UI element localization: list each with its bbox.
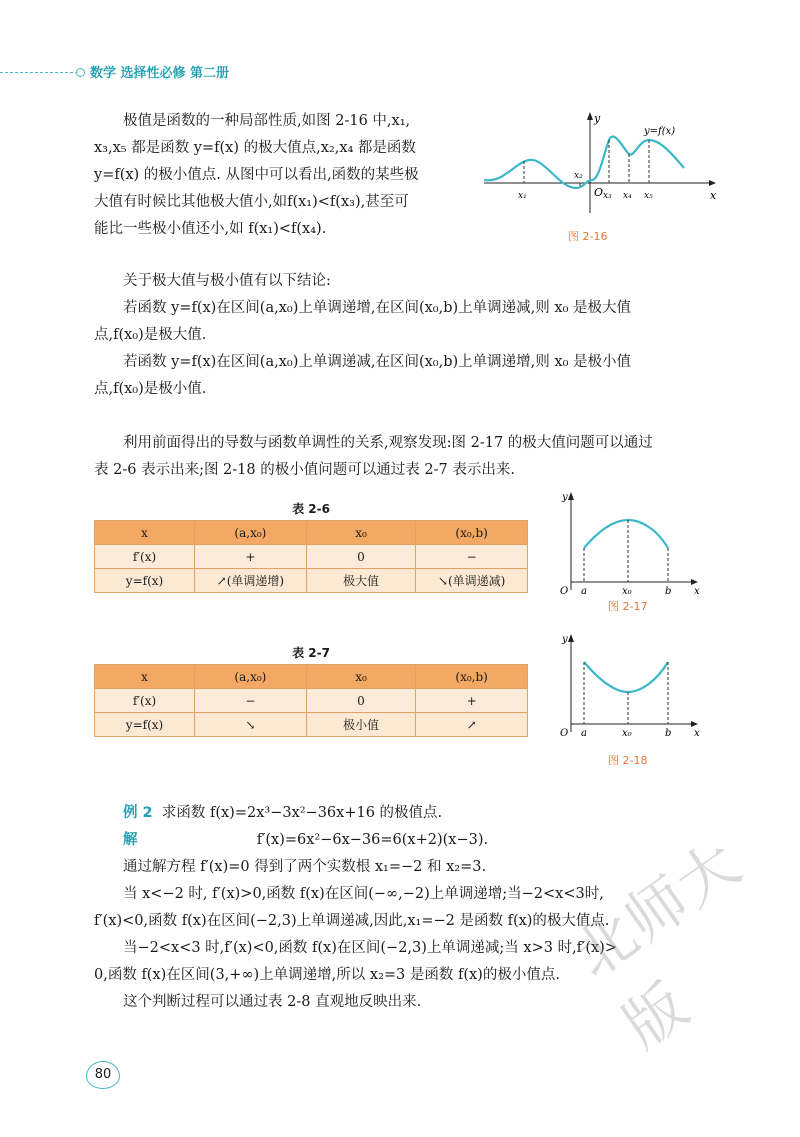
table-cell: x₀ bbox=[306, 521, 415, 545]
fig16-origin-label: O bbox=[594, 186, 604, 199]
fig17-caption: 图 2-17 bbox=[608, 600, 648, 613]
table-cell: 极大值 bbox=[306, 569, 415, 593]
fig18-tick-b: b bbox=[665, 728, 672, 737]
fig16-tick-x4: x₄ bbox=[623, 191, 632, 201]
table-cell: (a,x₀) bbox=[195, 665, 307, 689]
fig16-tick-x2: x₂ bbox=[574, 171, 583, 181]
figure-2-17 bbox=[556, 490, 706, 595]
table-2-7-title: 表 2-7 bbox=[292, 646, 330, 660]
table-row bbox=[95, 569, 528, 593]
conclusion-min-line: 若函数 y=f(x)在区间(a,x₀)上单调递减,在区间(x₀,b)上单调递增,则 x₀ 是极小值 bbox=[123, 354, 631, 370]
fig17-tick-b: b bbox=[665, 586, 672, 595]
observation-line: 利用前面得出的导数与函数单调性的关系,观察发现:图 2-17 的极大值问题可以通过 bbox=[123, 435, 653, 451]
conclusion-min-line: 点,f(x₀)是极小值. bbox=[94, 381, 207, 397]
table-cell: ↘(单调递减) bbox=[416, 569, 528, 593]
table-cell: x bbox=[95, 521, 195, 545]
solution-text: 通过解方程 f′(x)=0 得到了两个实数根 x₁=−2 和 x₂=3. bbox=[123, 859, 487, 875]
observation-line: 表 2-6 表示出来;图 2-18 的极小值问题可以通过表 2-7 表示出来. bbox=[94, 462, 515, 478]
fig17-tick-x0: x₀ bbox=[622, 586, 632, 595]
running-header: 数学 选择性必修 第二册 bbox=[90, 66, 230, 81]
fig16-tick-x1: x₁ bbox=[518, 191, 527, 201]
fig16-tick-x3: x₃ bbox=[603, 191, 612, 201]
intro-paragraph bbox=[94, 108, 484, 243]
example-problem-line bbox=[94, 800, 722, 827]
header-rule bbox=[0, 72, 78, 73]
table-cell: + bbox=[416, 689, 528, 713]
fig17-x-label: x bbox=[694, 586, 700, 595]
header-dot-icon bbox=[76, 68, 85, 77]
table-cell: ↗ bbox=[416, 713, 528, 737]
example-problem: 求函数 f(x)=2x³−3x²−36x+16 的极值点. bbox=[161, 805, 443, 821]
table-cell: 0 bbox=[306, 545, 415, 569]
table-cell: f′(x) bbox=[95, 545, 195, 569]
fig18-origin-label: O bbox=[560, 728, 569, 737]
fig18-caption: 图 2-18 bbox=[608, 754, 648, 767]
table-cell: f′(x) bbox=[95, 689, 195, 713]
solution-text: 当 x<−2 时, f′(x)>0,函数 f(x)在区间(−∞,−2)上单调递增;当−2<x<3时, bbox=[123, 886, 604, 902]
fig16-y-label: y bbox=[594, 112, 601, 125]
fig16-x-label: x bbox=[710, 189, 717, 202]
table-cell: ↘ bbox=[195, 713, 307, 737]
publisher-watermark: 北师大版 bbox=[561, 827, 755, 1063]
table-row bbox=[95, 545, 528, 569]
fig18-tick-x0: x₀ bbox=[622, 728, 632, 737]
figure-2-18 bbox=[556, 632, 706, 737]
table-cell: y=f(x) bbox=[95, 713, 195, 737]
intro-line: 极值是函数的一种局部性质,如图 2-16 中,x₁, bbox=[123, 113, 411, 129]
table-row bbox=[95, 689, 528, 713]
table-cell: x₀ bbox=[306, 665, 415, 689]
fig16-func-label: y=f(x) bbox=[644, 126, 676, 137]
fig17-origin-label: O bbox=[560, 586, 569, 595]
table-cell: 极小值 bbox=[306, 713, 415, 737]
solution-text: f′(x)<0,函数 f(x)在区间(−2,3)上单调递减,因此,x₁=−2 是函数 f(x)的极大值点. bbox=[94, 913, 610, 929]
table-cell: − bbox=[416, 545, 528, 569]
table-row bbox=[95, 665, 528, 689]
fig16-tick-x5: x₅ bbox=[644, 191, 653, 201]
page-number: 80 bbox=[86, 1061, 120, 1089]
conclusion-max-line: 点,f(x₀)是极大值. bbox=[94, 327, 207, 343]
fig18-y-label: y bbox=[562, 634, 568, 645]
table-cell: x bbox=[95, 665, 195, 689]
solution-line bbox=[94, 827, 722, 854]
derivative-expression: f′(x)=6x²−6x−36=6(x+2)(x−3). bbox=[256, 832, 489, 848]
table-cell: + bbox=[195, 545, 307, 569]
intro-line: x₃,x₅ 都是函数 y=f(x) 的极大值点,x₂,x₄ 都是函数 bbox=[94, 140, 416, 156]
table-cell: (x₀,b) bbox=[416, 665, 528, 689]
fig18-tick-a: a bbox=[581, 728, 587, 737]
fig16-caption: 图 2-16 bbox=[568, 230, 608, 243]
table-row bbox=[95, 713, 528, 737]
conclusion-lead: 关于极大值与极小值有以下结论: bbox=[123, 273, 331, 289]
fig17-y-label: y bbox=[562, 492, 568, 503]
table-cell: 0 bbox=[306, 689, 415, 713]
solution-text: 当−2<x<3 时,f′(x)<0,函数 f(x)在区间(−2,3)上单调递减;当 x>3 时,f′(x)> bbox=[123, 940, 617, 956]
table-cell: ↗(单调递增) bbox=[195, 569, 307, 593]
table-cell: (a,x₀) bbox=[195, 521, 307, 545]
solution-text: 0,函数 f(x)在区间(3,+∞)上单调递增,所以 x₂=3 是函数 f(x)的极小值点. bbox=[94, 967, 560, 983]
fig17-tick-a: a bbox=[581, 586, 587, 595]
fig18-x-label: x bbox=[694, 728, 700, 737]
table-cell: − bbox=[195, 689, 307, 713]
solution-text: 这个判断过程可以通过表 2-8 直观地反映出来. bbox=[123, 994, 422, 1010]
table-row bbox=[95, 521, 528, 545]
figure-2-16 bbox=[484, 108, 724, 218]
table-2-7 bbox=[94, 664, 528, 737]
example-label: 例 2 bbox=[123, 805, 153, 821]
conclusions-paragraph bbox=[94, 268, 722, 403]
observation-paragraph bbox=[94, 430, 722, 484]
table-cell: (x₀,b) bbox=[416, 521, 528, 545]
intro-line: 能比一些极小值还小,如 f(x₁)<f(x₄). bbox=[94, 221, 327, 237]
table-cell: y=f(x) bbox=[95, 569, 195, 593]
intro-line: 大值有时候比其他极大值小,如f(x₁)<f(x₃),甚至可 bbox=[94, 194, 409, 210]
conclusion-max-line: 若函数 y=f(x)在区间(a,x₀)上单调递增,在区间(x₀,b)上单调递减,则 x₀ 是极大值 bbox=[123, 300, 631, 316]
solution-label: 解 bbox=[123, 832, 138, 848]
intro-line: y=f(x) 的极小值点. 从图中可以看出,函数的某些极 bbox=[94, 167, 419, 183]
table-2-6-title: 表 2-6 bbox=[292, 502, 330, 516]
table-2-6 bbox=[94, 520, 528, 593]
